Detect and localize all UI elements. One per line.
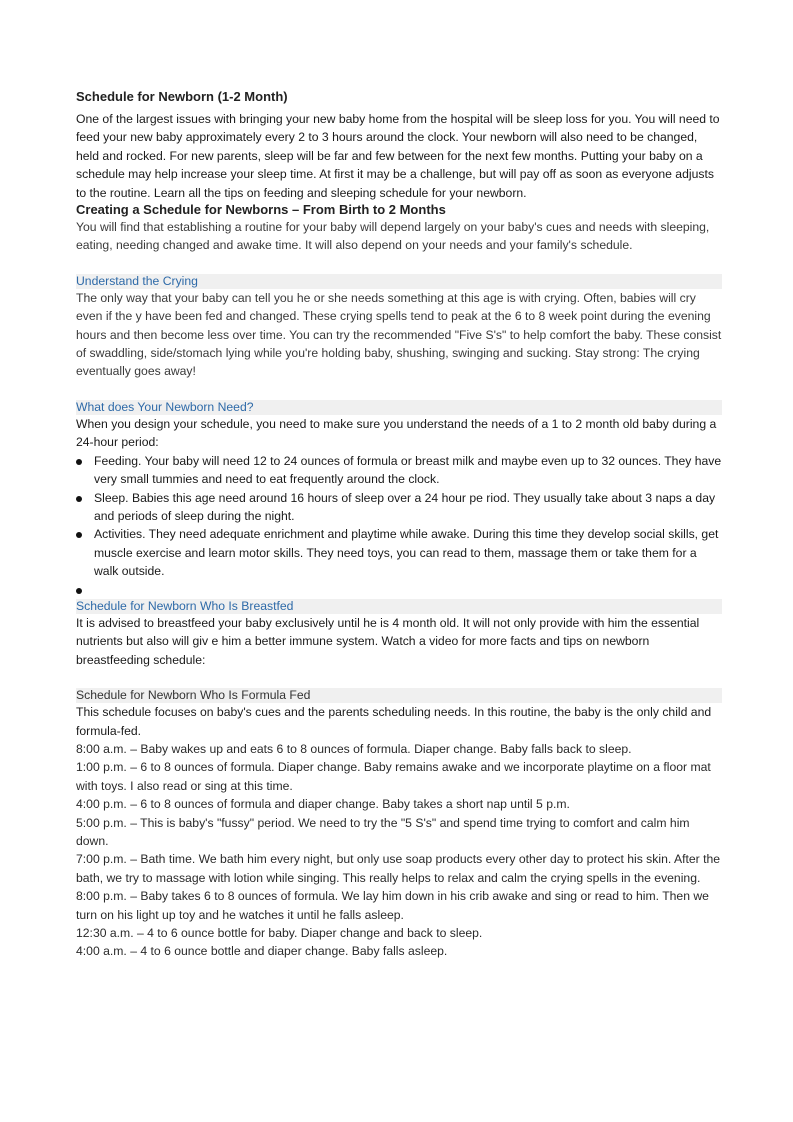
list-item bbox=[76, 525, 722, 580]
schedule-line: 8:00 a.m. – Baby wakes up and eats 6 to 8 ounces of formula. Diaper change. Baby falls back to sleep. bbox=[76, 741, 632, 756]
needs-paragraph: When you design your schedule, you need to make sure you understand the needs of a 1 to 2 month old baby during a 24-hour period: bbox=[76, 416, 717, 450]
bullet-icon bbox=[76, 588, 82, 594]
bullet-icon bbox=[76, 496, 82, 502]
breastfed-paragraph: It is advised to breastfeed your baby exclusively until he is 4 month old. It will not only provide with him the essential nutrients but also will giv e him a better immune system. Watch a video for more facts and tips on newborn breastfeeding schedule: bbox=[76, 615, 700, 667]
schedule-line: 12:30 a.m. – 4 to 6 ounce bottle for baby. Diaper change and back to sleep. bbox=[76, 926, 483, 941]
section-heading-crying: Understand the Crying bbox=[76, 274, 722, 289]
list-item-text: Sleep. Babies this age need around 16 hours of sleep over a 24 hour pe riod. They usually take about 3 naps a day and periods of sleep during the night. bbox=[94, 490, 716, 523]
section-heading-creating-schedule: Creating a Schedule for Newborns – From Birth to 2 Months bbox=[76, 202, 446, 218]
list-item bbox=[76, 581, 722, 599]
schedule-line: 1:00 p.m. – 6 to 8 ounces of formula. Diaper change. Baby remains awake and we incorporate playtime on a floor mat with toys. I also read or sing at this time. bbox=[76, 760, 711, 793]
section-heading-formula: Schedule for Newborn Who Is Formula Fed bbox=[76, 688, 722, 703]
formula-paragraph: This schedule focuses on baby's cues and the parents scheduling needs. In this routine, the baby is the only child and formula-fed. bbox=[76, 705, 712, 738]
section-heading-needs: What does Your Newborn Need? bbox=[76, 400, 722, 415]
creating-schedule-paragraph: You will find that establishing a routine for your baby will depend largely on your baby's cues and needs with sleeping, eating, needing changed and awake time. It will also depend on your needs and your family's schedule. bbox=[76, 220, 710, 253]
list-item bbox=[76, 452, 722, 489]
formula-schedule bbox=[76, 740, 722, 961]
schedule-line: 8:00 p.m. – Baby takes 6 to 8 ounces of formula. We lay him down in his crib awake and sing or read to him. Then we turn on his light up toy and he watches it until he falls asleep. bbox=[76, 889, 709, 922]
schedule-line: 7:00 p.m. – Bath time. We bath him every night, but only use soap products every other day to protect his skin. After the bath, we try to massage with lotion while singing. This really helps to relax and calm the crying spells in the evening. bbox=[76, 852, 721, 885]
document-page bbox=[76, 88, 722, 961]
needs-list bbox=[76, 452, 722, 599]
crying-paragraph: The only way that your baby can tell you he or she needs something at this age is with crying. Often, babies will cry even if the y have been fed and changed. These crying spells tend to peak at the 6 to 8 week point during the evening hours and then become less over time. You can try the recommended "Five S's" to help comfort the baby. These consist of swaddling, side/stomach lying while you're holding baby, shushing, swinging and sucking. Stay strong: The crying eventually goes away! bbox=[76, 290, 722, 379]
schedule-line: 5:00 p.m. – This is baby's "fussy" period. We need to try the "5 S's" and spend time trying to comfort and calm him down. bbox=[76, 815, 690, 848]
list-item-text: Feeding. Your baby will need 12 to 24 ounces of formula or breast milk and maybe even up to 32 ounces. They have very small tummies and need to eat frequently around the clock. bbox=[94, 453, 722, 487]
schedule-line: 4:00 p.m. – 6 to 8 ounces of formula and diaper change. Baby takes a short nap until 5 p.m. bbox=[76, 797, 570, 812]
schedule-line: 4:00 a.m. – 4 to 6 ounce bottle and diaper change. Baby falls asleep. bbox=[76, 944, 448, 959]
list-item bbox=[76, 489, 722, 526]
bullet-icon bbox=[76, 459, 82, 465]
list-item-text: Activities. They need adequate enrichment and playtime while awake. During this time they develop social skills, get muscle exercise and learn motor skills. They need toys, you can read to them, massage them or take them for a walk outside. bbox=[94, 527, 719, 579]
intro-paragraph: One of the largest issues with bringing your new baby home from the hospital will be sleep loss for you. You will need to feed your new baby approximately every 2 to 3 hours around the clock. Your newborn will also need to be changed, held and rocked. For new parents, sleep will be far and few between for the next few months. Putting your baby on a schedule may help increase your sleep time. At first it may be a challenge, but will pay off as soon as everyone adjusts to the routine. Learn all the tips on feeding and sleeping schedule for your newborn. bbox=[76, 112, 720, 200]
section-heading-breastfed: Schedule for Newborn Who Is Breastfed bbox=[76, 599, 722, 614]
document-title: Schedule for Newborn (1-2 Month) bbox=[76, 89, 288, 104]
bullet-icon bbox=[76, 532, 82, 538]
